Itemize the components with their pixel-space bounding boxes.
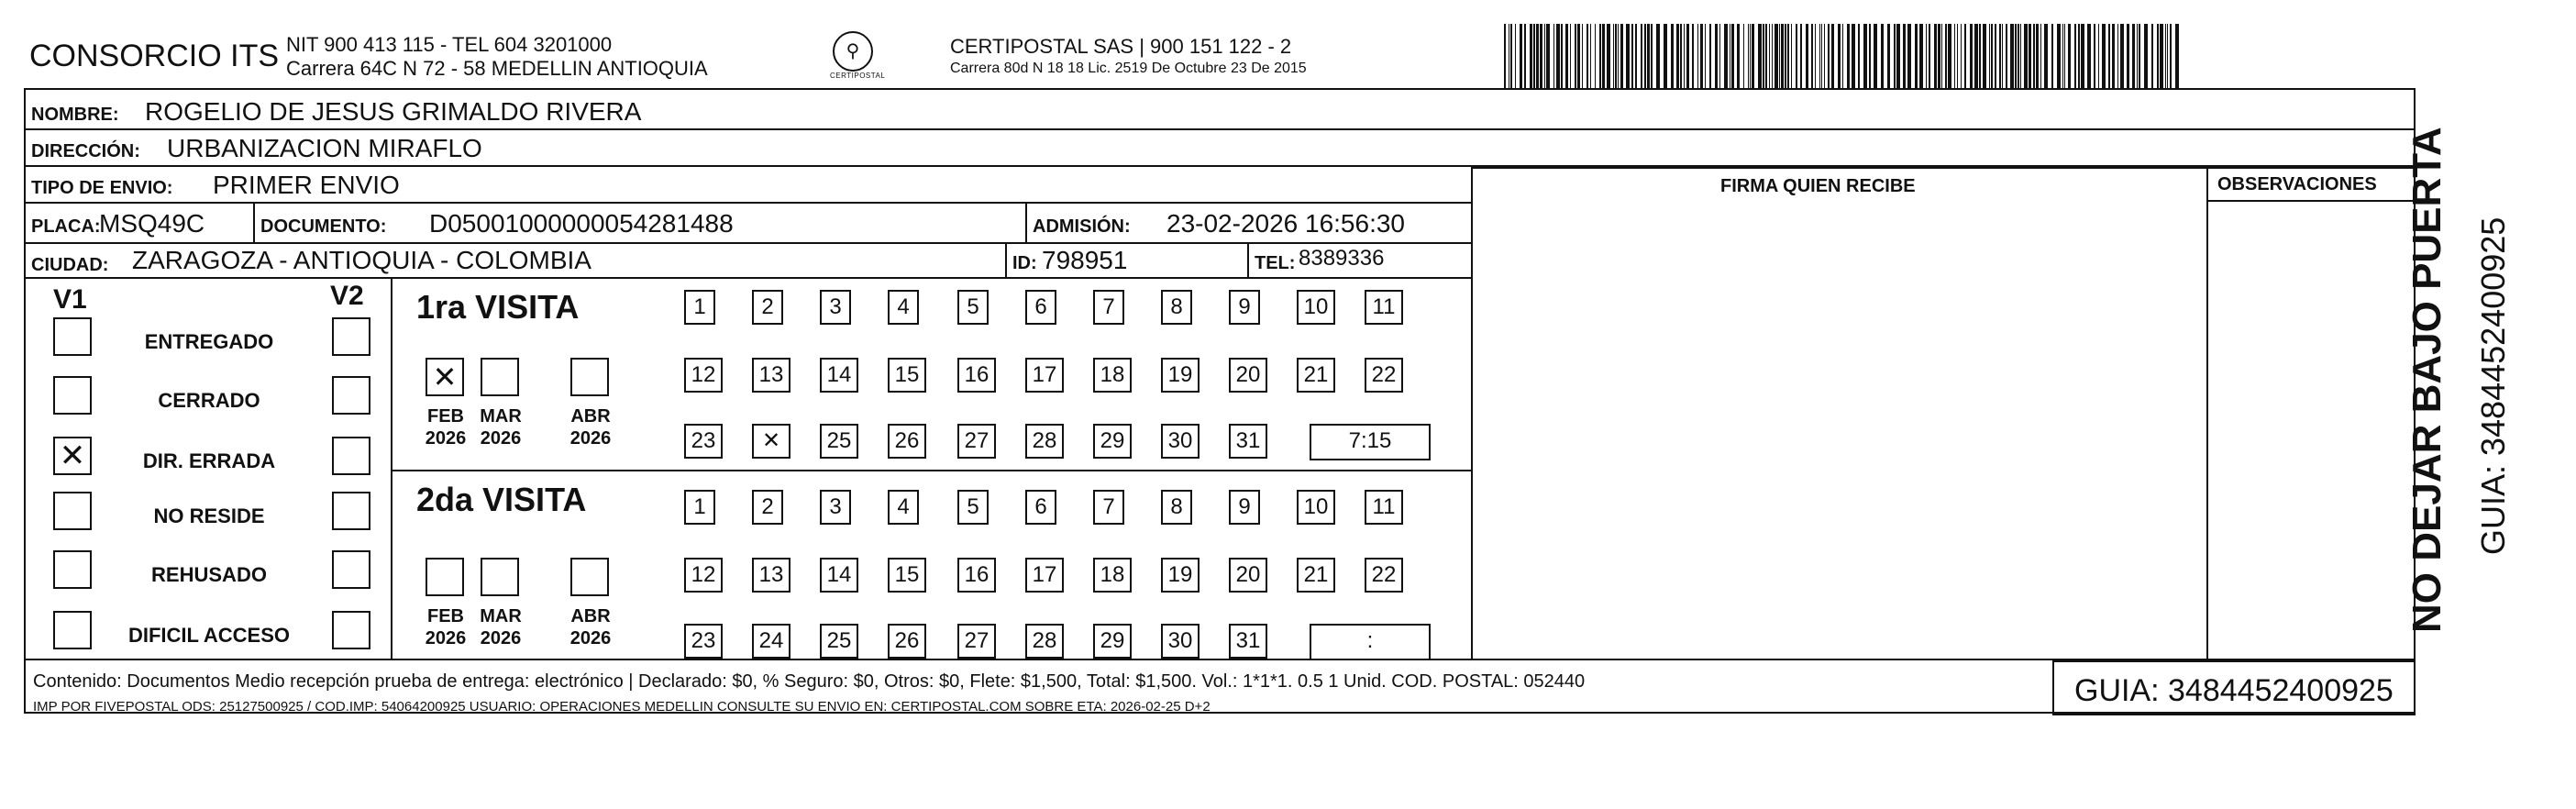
barcode-bar <box>1903 24 1906 88</box>
barcode-bar <box>1824 24 1825 88</box>
barcode-bar <box>1881 24 1884 88</box>
barcode-bar <box>1750 24 1751 88</box>
v2-checkbox <box>332 376 370 415</box>
barcode-bar <box>1919 24 1923 88</box>
status-option-label: ENTREGADO <box>144 330 274 353</box>
day-box: 16 <box>957 358 996 393</box>
barcode-bar <box>1779 24 1780 88</box>
admision-label: ADMISIÓN: <box>1033 216 1131 237</box>
contenido-line: Contenido: Documentos Medio recepción prueba de entrega: electrónico | Declarado: $0, % Seguro: $0, Otros: $0, Flete: $1,500, Total: $1,500. Vol.: 1*1*1. 0.5 1 Unid. COD. POSTAL: 052440 <box>33 671 1586 692</box>
day-box: 5 <box>957 290 989 325</box>
day-box: 4 <box>888 490 919 525</box>
direccion-value: URBANIZACION MIRAFLO <box>167 134 482 162</box>
barcode-bar <box>1800 24 1802 88</box>
day-box: 22 <box>1365 558 1403 593</box>
day-box: 12 <box>684 358 723 393</box>
barcode-bar <box>1989 24 1990 88</box>
barcode-bar <box>2002 24 2003 88</box>
barcode-bar <box>1907 24 1911 88</box>
day-box: 10 <box>1297 290 1335 325</box>
day-box: 15 <box>888 558 926 593</box>
day-box: 19 <box>1161 358 1200 393</box>
month-checkbox <box>570 558 609 596</box>
barcode-bar <box>1676 24 1679 88</box>
barcode-bar <box>1815 24 1816 88</box>
status-option-label: DIR. ERRADA <box>142 449 276 472</box>
barcode-bar <box>1961 24 1962 88</box>
barcode-bar <box>1533 24 1535 88</box>
barcode-bar <box>1743 24 1744 88</box>
barcode-bar <box>1626 24 1630 88</box>
day-box: 2 <box>752 290 783 325</box>
company-contact <box>286 33 708 81</box>
barcode-bar <box>2117 24 2118 88</box>
barcode-bar <box>1561 24 1563 88</box>
day-box: 3 <box>820 490 851 525</box>
barcode-bar <box>1524 24 1526 88</box>
barcode-bar <box>1758 24 1762 88</box>
barcode-bar <box>1635 24 1637 88</box>
barcode-bar <box>1587 24 1588 88</box>
day-box: 1 <box>684 490 715 525</box>
divider <box>1471 167 1473 659</box>
barcode-bar <box>1530 24 1532 88</box>
month-label: MAR 2026 <box>480 406 522 449</box>
placa-label: PLACA: <box>31 216 101 237</box>
day-box: 18 <box>1093 358 1132 393</box>
day-box: 30 <box>1161 424 1200 459</box>
barcode-bar <box>2040 24 2041 88</box>
barcode-bar <box>1631 24 1633 88</box>
barcode-bar <box>1602 24 1605 88</box>
barcode-bar <box>1831 24 1834 88</box>
tel-value: 8389336 <box>1299 246 1385 271</box>
barcode-bar <box>1957 24 1958 88</box>
barcode-bar <box>1515 24 1516 88</box>
barcode-bar <box>1565 24 1568 88</box>
barcode-bar <box>1979 24 1981 88</box>
barcode-bar <box>2139 24 2140 88</box>
divider <box>1025 204 1027 242</box>
divider <box>1005 242 1007 277</box>
barcode-bar <box>1641 24 1642 88</box>
day-box: 31 <box>1229 624 1267 659</box>
ciudad-label: CIUDAD: <box>31 255 109 275</box>
v1-label: V1 <box>53 284 87 315</box>
barcode-bar <box>1577 24 1580 88</box>
certipostal-address: Carrera 80d N 18 18 Lic. 2519 De Octubre 23 De 2015 <box>950 61 1307 76</box>
barcode-bar <box>1671 24 1674 88</box>
divider <box>391 277 392 659</box>
certipostal-line: CERTIPOSTAL SAS | 900 151 122 - 2 <box>950 35 1292 58</box>
barcode-bar <box>1772 24 1773 88</box>
barcode-bar <box>1852 24 1855 88</box>
barcode-bar <box>1664 24 1667 88</box>
barcode-bar <box>2175 24 2179 88</box>
barcode-bar <box>2137 24 2138 88</box>
barcode-bar <box>2165 24 2166 88</box>
day-box: 23 <box>684 624 723 659</box>
day-box: 6 <box>1025 290 1056 325</box>
barcode-bar <box>2127 24 2129 88</box>
barcode-bar <box>1929 24 1930 88</box>
barcode-bar <box>1656 24 1660 88</box>
direccion-label: DIRECCIÓN: <box>31 141 140 161</box>
month-checkbox <box>426 558 464 596</box>
barcode-bar <box>1999 24 2001 88</box>
day-box: 6 <box>1025 490 1056 525</box>
barcode-bar <box>1684 24 1685 88</box>
divider <box>391 470 1473 471</box>
barcode-bar <box>1964 24 1966 88</box>
month-label: MAR 2026 <box>480 606 522 648</box>
v2-checkbox <box>332 317 370 356</box>
nit-line: NIT 900 413 115 - TEL 604 3201000 <box>286 33 613 56</box>
day-box: 7 <box>1093 490 1124 525</box>
month-label: ABR 2026 <box>569 606 612 648</box>
barcode-bar <box>2062 24 2063 88</box>
day-box: 28 <box>1025 424 1064 459</box>
v2-label: V2 <box>330 281 364 311</box>
barcode-bar <box>1828 24 1830 88</box>
barcode-bar <box>1544 24 1545 88</box>
barcode-bar <box>2044 24 2048 88</box>
barcode-bar <box>1769 24 1770 88</box>
barcode-bar <box>2010 24 2014 88</box>
barcode-bar <box>1983 24 1986 88</box>
day-box: 23 <box>684 424 723 459</box>
day-box: 30 <box>1161 624 1200 659</box>
barcode-bar <box>1938 24 1940 88</box>
barcode-bar <box>2018 24 2019 88</box>
day-box: 14 <box>820 358 858 393</box>
barcode-bar <box>1915 24 1918 88</box>
admision-value: 23-02-2026 16:56:30 <box>1166 209 1405 238</box>
v1-checkbox <box>53 611 92 649</box>
nombre-label: NOMBRE: <box>31 105 119 125</box>
company-name: CONSORCIO ITS <box>29 39 280 73</box>
divider <box>24 277 1473 279</box>
barcode-bar <box>1719 24 1720 88</box>
barcode-bar <box>2094 24 2095 88</box>
barcode-bar <box>1647 24 1650 88</box>
barcode-bar <box>1520 24 1522 88</box>
barcode-bar <box>1934 24 1937 88</box>
barcode-bar <box>1510 24 1512 88</box>
barcode-bar <box>1806 24 1808 88</box>
day-box: 12 <box>684 558 723 593</box>
day-box: 25 <box>820 624 858 659</box>
no-dejar-bajo-puerta: NO DEJAR BAJO PUERTA <box>2405 127 2449 633</box>
barcode-bar <box>1748 24 1749 88</box>
barcode-bar <box>2120 24 2124 88</box>
day-box: 26 <box>888 624 926 659</box>
visit1-title: 1ra VISITA <box>416 288 580 326</box>
imp-line: IMP POR FIVEPOSTAL ODS: 25127500925 / COD.IMP: 54064200925 USUARIO: OPERACIONES MEDELLIN CONSULTE SU ENVIO EN: CERTIPOSTAL.COM SOBRE ETA: 2026-02-25 D+2 <box>33 699 1211 715</box>
barcode-bar <box>1686 24 1689 88</box>
barcode-bar <box>1620 24 1623 88</box>
day-box: 19 <box>1161 558 1200 593</box>
barcode-bar <box>1991 24 1993 88</box>
day-box: 8 <box>1161 490 1192 525</box>
nombre-value: ROGELIO DE JESUS GRIMALDO RIVERA <box>145 97 642 126</box>
divider <box>24 128 2416 130</box>
guia-number: GUIA: 3484452400925 <box>2074 673 2394 708</box>
barcode-bar <box>1869 24 1871 88</box>
v1-checkbox <box>53 376 92 415</box>
barcode-bar <box>1838 24 1841 88</box>
day-box: 10 <box>1297 490 1335 525</box>
divider <box>1247 242 1249 277</box>
divider <box>2206 167 2208 659</box>
barcode-bar <box>1765 24 1767 88</box>
barcode-bar <box>2167 24 2168 88</box>
status-option-label: NO RESIDE <box>153 504 265 527</box>
barcode-bar <box>2157 24 2159 88</box>
barcode-bar <box>1821 24 1822 88</box>
month-label: ABR 2026 <box>569 406 612 449</box>
barcode-bar <box>1781 24 1784 88</box>
barcode-bar <box>2020 24 2021 88</box>
day-box: 9 <box>1229 490 1260 525</box>
day-box: 17 <box>1025 558 1064 593</box>
month-checkbox <box>570 358 609 396</box>
visit2-title: 2da VISITA <box>416 481 587 518</box>
status-option-label: DIFICIL ACCESO <box>127 624 290 647</box>
barcode-bar <box>1570 24 1571 88</box>
barcode-bar <box>1692 24 1694 88</box>
barcode-bar <box>1582 24 1583 88</box>
barcode-bar <box>1504 24 1506 88</box>
month-label: FEB 2026 <box>425 406 467 449</box>
barcode-bar <box>1787 24 1789 88</box>
barcode-bar <box>1705 24 1706 88</box>
day-box: 17 <box>1025 358 1064 393</box>
barcode-bar <box>1731 24 1734 88</box>
barcode-bar <box>2098 24 2099 88</box>
barcode-bar <box>1896 24 1900 88</box>
barcode-bar <box>1599 24 1601 88</box>
barcode-bar <box>2102 24 2106 88</box>
time-box: 7:15 <box>1310 424 1431 460</box>
day-box: 11 <box>1365 290 1403 325</box>
day-box: 20 <box>1229 558 1267 593</box>
address-line: Carrera 64C N 72 - 58 MEDELLIN ANTIOQUIA <box>286 57 708 80</box>
barcode-bar <box>1863 24 1867 88</box>
barcode-bar <box>1954 24 1955 88</box>
barcode-bar <box>1607 24 1610 88</box>
v1-checkbox <box>53 492 92 530</box>
barcode-bar <box>1700 24 1703 88</box>
day-box: 26 <box>888 424 926 459</box>
month-checkbox: ✕ <box>426 358 464 396</box>
barcode-bar <box>2108 24 2110 88</box>
month-label: FEB 2026 <box>425 606 467 648</box>
day-box: 3 <box>820 290 851 325</box>
barcode-bar <box>2051 24 2053 88</box>
barcode-bar <box>1613 24 1614 88</box>
barcode-bar <box>2081 24 2084 88</box>
documento-value: D05001000000054281488 <box>429 209 734 238</box>
tipo-envio-label: TIPO DE ENVIO: <box>31 178 173 198</box>
barcode-bar <box>2033 24 2035 88</box>
barcode-bar <box>2024 24 2028 88</box>
day-box: 29 <box>1093 424 1132 459</box>
barcode-bar <box>1715 24 1718 88</box>
day-box: 14 <box>820 558 858 593</box>
barcode-bar <box>1974 24 1978 88</box>
barcode-bar <box>1680 24 1682 88</box>
v1-checkbox <box>53 317 92 356</box>
barcode-bar <box>1752 24 1754 88</box>
tipo-envio-value: PRIMER ENVIO <box>213 171 400 199</box>
v2-checkbox <box>332 611 370 649</box>
barcode-bar <box>2078 24 2080 88</box>
day-box: 8 <box>1161 290 1192 325</box>
divider <box>24 202 1473 204</box>
day-box: 21 <box>1297 558 1335 593</box>
day-box: 9 <box>1229 290 1260 325</box>
observaciones-label: OBSERVACIONES <box>2217 174 2377 194</box>
barcode-bar <box>1724 24 1728 88</box>
barcode-bar <box>2087 24 2091 88</box>
divider <box>253 204 255 242</box>
barcode-bar <box>1887 24 1890 88</box>
barcode-bar <box>1556 24 1560 88</box>
day-box: 5 <box>957 490 989 525</box>
barcode-bar <box>2151 24 2153 88</box>
barcode-bar <box>2170 24 2172 88</box>
barcode-icon <box>1504 24 2183 88</box>
divider <box>1473 167 2416 169</box>
barcode-bar <box>1847 24 1850 88</box>
barcode-bar <box>1948 24 1951 88</box>
barcode-bar <box>1811 24 1813 88</box>
barcode-bar <box>1546 24 1550 88</box>
divider <box>2208 200 2416 202</box>
barcode-bar <box>1858 24 1860 88</box>
barcode-bar <box>1874 24 1877 88</box>
day-box: 2 <box>752 490 783 525</box>
day-box: 21 <box>1297 358 1335 393</box>
barcode-bar <box>1970 24 1973 88</box>
barcode-bar <box>1575 24 1576 88</box>
barcode-bar <box>2068 24 2071 88</box>
day-box: 20 <box>1229 358 1267 393</box>
day-box: 13 <box>752 558 790 593</box>
day-box: 1 <box>684 290 715 325</box>
barcode-bar <box>2015 24 2017 88</box>
day-box: 7 <box>1093 290 1124 325</box>
barcode-bar <box>1941 24 1942 88</box>
day-box: 27 <box>957 424 996 459</box>
day-box: 28 <box>1025 624 1064 659</box>
barcode-bar <box>1540 24 1542 88</box>
day-box: 16 <box>957 558 996 593</box>
day-box: 31 <box>1229 424 1267 459</box>
divider <box>24 242 1473 244</box>
barcode-bar <box>1763 24 1764 88</box>
day-box: ✕ <box>752 424 790 459</box>
day-box: 11 <box>1365 490 1403 525</box>
day-box: 13 <box>752 358 790 393</box>
certipostal-logo-icon: ⚲ <box>833 31 873 72</box>
barcode-bar <box>2006 24 2007 88</box>
barcode-bar <box>1995 24 1996 88</box>
day-box: 18 <box>1093 558 1132 593</box>
barcode-bar <box>1697 24 1698 88</box>
barcode-bar <box>1796 24 1797 88</box>
v2-checkbox <box>332 492 370 530</box>
day-box: 4 <box>888 290 919 325</box>
side-guia: GUIA: 3484452400925 <box>2474 216 2512 555</box>
barcode-bar <box>1615 24 1617 88</box>
v2-checkbox <box>332 437 370 475</box>
barcode-bar <box>1894 24 1896 88</box>
barcode-bar <box>1536 24 1539 88</box>
firma-label: FIRMA QUIEN RECIBE <box>1720 176 1916 196</box>
documento-label: DOCUMENTO: <box>260 216 387 237</box>
barcode-bar <box>1774 24 1778 88</box>
status-option-label: CERRADO <box>158 389 260 412</box>
barcode-bar <box>1618 24 1619 88</box>
barcode-bar <box>1926 24 1927 88</box>
time-box: : <box>1310 624 1431 660</box>
day-box: 22 <box>1365 358 1403 393</box>
barcode-bar <box>2036 24 2039 88</box>
placa-value: MSQ49C <box>99 209 205 238</box>
barcode-bar <box>2112 24 2115 88</box>
day-box: 25 <box>820 424 858 459</box>
v1-checkbox <box>53 550 92 589</box>
status-option-label: REHUSADO <box>151 563 267 586</box>
barcode-bar <box>1842 24 1843 88</box>
v1-checkbox: ✕ <box>53 437 92 475</box>
barcode-bar <box>1737 24 1740 88</box>
barcode-bar <box>2029 24 2031 88</box>
barcode-bar <box>1819 24 1820 88</box>
barcode-bar <box>1709 24 1711 88</box>
barcode-bar <box>1791 24 1792 88</box>
barcode-bar <box>2064 24 2065 88</box>
v2-checkbox <box>332 550 370 589</box>
barcode-bar <box>2132 24 2135 88</box>
barcode-bar <box>2144 24 2148 88</box>
month-checkbox <box>481 558 519 596</box>
barcode-bar <box>2074 24 2076 88</box>
barcode-bar <box>1595 24 1596 88</box>
barcode-bar <box>2160 24 2163 88</box>
tel-label: TEL: <box>1255 253 1296 273</box>
id-label: ID: <box>1012 253 1037 273</box>
id-value: 798951 <box>1042 246 1128 274</box>
day-box: 27 <box>957 624 996 659</box>
barcode-bar <box>2057 24 2061 88</box>
ciudad-value: ZARAGOZA - ANTIOQUIA - COLOMBIA <box>132 246 591 274</box>
barcode-bar <box>1644 24 1646 88</box>
barcode-bar <box>1785 24 1786 88</box>
logo-text: CERTIPOSTAL <box>830 72 886 80</box>
barcode-bar <box>1553 24 1554 88</box>
barcode-bar <box>1590 24 1591 88</box>
day-box: 15 <box>888 358 926 393</box>
day-box: 24 <box>752 624 790 659</box>
day-box: 29 <box>1093 624 1132 659</box>
month-checkbox <box>481 358 519 396</box>
barcode-bar <box>1945 24 1947 88</box>
barcode-bar <box>1651 24 1653 88</box>
